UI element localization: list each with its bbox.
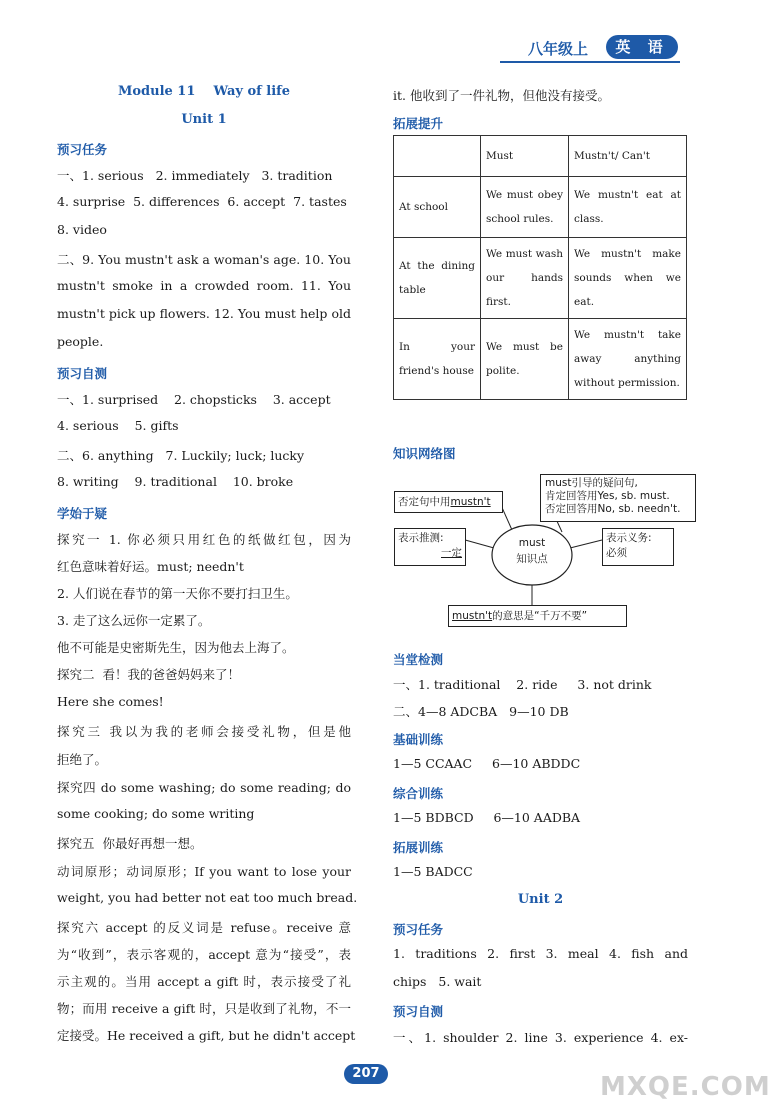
page-number: 207 (344, 1064, 388, 1084)
section-heading-preview-task-2: 预习任务 (393, 922, 444, 937)
center-node (497, 535, 567, 567)
text-line: 1—5 CCAAC 6—10 ABDDC (393, 756, 581, 771)
node-text: 表示推测: (398, 532, 444, 544)
module-title: Module 11 Way of life (117, 84, 291, 99)
text-line: 探究二 看！我的爸爸妈妈来了！ (57, 667, 240, 682)
must-mustnt-table (393, 135, 687, 400)
text-line: 探究三 我以为我的老师会接受礼物，但是他 (57, 724, 351, 739)
table-cell: At the dining table (394, 238, 481, 319)
node-mustnt-meaning (448, 605, 627, 627)
unit2-title: Unit 2 (517, 892, 564, 907)
section-heading-inquiry: 学始于疑 (57, 506, 108, 521)
text-line: 3. 走了这么远你一定累了。 (57, 613, 211, 628)
text-line: 1—5 BDBCD 6—10 AADBA (393, 810, 581, 825)
text-line: 探究五 你最好再想一想。 (57, 836, 203, 851)
header-grade: 八年级上 (528, 40, 589, 58)
section-heading-preview-task: 预习任务 (57, 142, 108, 157)
section-heading-basic-training: 基础训练 (393, 732, 444, 747)
node-obligation (602, 528, 674, 566)
header-rule (500, 61, 680, 63)
text-line: 4. serious 5. gifts (57, 418, 179, 433)
table-row (394, 177, 687, 238)
section-heading-self-test-2: 预习自测 (393, 1004, 444, 1019)
section-heading-extension-training: 拓展训练 (393, 840, 444, 855)
table-header-cell: Mustn't/ Can't (569, 136, 687, 177)
text-line: 动词原形；动词原形；If you want to lose your (57, 864, 351, 879)
node-question-answers (540, 474, 696, 522)
table-row (394, 319, 687, 400)
table-cell: We mustn't eat at class. (569, 177, 687, 238)
text-line: 拒绝了。 (57, 752, 108, 767)
table-header-cell: Must (481, 136, 569, 177)
text-line: weight, you had better not eat too much bread. (57, 890, 358, 905)
text-line: 探究六 accept 的反义词是 refuse。receive 意 (57, 920, 351, 935)
text-line: mustn't smoke in a crowded room. 11. You (57, 278, 351, 293)
node-text: 否定句中用 (398, 496, 451, 508)
table-cell: We mustn't make sounds when we eat. (569, 238, 687, 319)
text-line: 红色意味着好运。must; needn't (57, 559, 244, 574)
node-keyword: mustn't (452, 610, 493, 622)
text-line: 一、1. surprised 2. chopsticks 3. accept (57, 392, 331, 407)
table-cell: We must obey school rules. (481, 177, 569, 238)
node-text: 必须 (606, 547, 627, 559)
node-keyword: 一定 (441, 547, 462, 559)
text-line: 2. 人们说在春节的第一天你不要打扫卫生。 (57, 586, 298, 601)
unit-title: Unit 1 (181, 112, 227, 127)
text-line: Here she comes! (57, 694, 164, 709)
table-cell: In your friend's house (394, 319, 481, 400)
table-cell: We must be polite. (481, 319, 569, 400)
node-text: 的意思是“千万不要” (492, 610, 588, 622)
text-line: people. (57, 334, 104, 349)
section-heading-extension: 拓展提升 (393, 116, 444, 131)
node-text: 表示义务: (606, 532, 652, 544)
text-line: 一、1. traditional 2. ride 3. not drink (393, 677, 652, 692)
text-line: 4. surprise 5. differences 6. accept 7. tastes (57, 194, 347, 209)
text-line: 他不可能是史密斯先生，因为他去上海了。 (57, 640, 295, 655)
text-line: 探究一 1. 你必须只用红色的纸做红包，因为 (57, 532, 351, 547)
text-line: 二、6. anything 7. Luckily; luck; lucky (57, 448, 305, 463)
section-heading-class-test: 当堂检测 (393, 652, 444, 667)
section-heading-self-test: 预习自测 (57, 366, 108, 381)
node-negative-mustnt (394, 491, 503, 513)
text-line: 探究四 do some washing; do some reading; do (57, 780, 351, 795)
text-line: some cooking; do some writing (57, 806, 255, 821)
node-text: 否定回答用No, sb. needn't. (545, 503, 681, 515)
center-label-must: must (518, 537, 546, 549)
table-row (394, 136, 687, 177)
text-line: 1—5 BADCC (393, 864, 473, 879)
text-line: 为“收到”，表示客观的，accept 意为“接受”，表 (57, 947, 351, 962)
text-line: 1. traditions 2. first 3. meal 4. fish and (393, 946, 688, 961)
center-label-knowledge: 知识点 (516, 553, 548, 565)
section-heading-comprehensive-training: 综合训练 (393, 786, 444, 801)
table-cell (394, 136, 481, 177)
text-line: 一、1. shoulder 2. line 3. experience 4. ex- (393, 1030, 688, 1045)
text-line: 定接受。He received a gift, but he didn't accept (57, 1028, 356, 1043)
text-line: it. 他收到了一件礼物，但他没有接受。 (393, 88, 610, 103)
text-line: 一、1. serious 2. immediately 3. tradition (57, 168, 333, 183)
text-line: 8. video (57, 222, 107, 237)
text-line: 物；而用 receive a gift 时，只是收到了礼物，不一 (57, 1001, 351, 1016)
text-line: 8. writing 9. traditional 10. broke (57, 474, 294, 489)
table-cell: We mustn't take away anything without permission. (569, 319, 687, 400)
table-cell: We must wash our hands first. (481, 238, 569, 319)
node-text: 肯定回答用Yes, sb. must. (545, 490, 670, 502)
text-line: 示主观的。当用 accept a gift 时，表示接受了礼 (57, 974, 351, 989)
node-keyword: mustn't (450, 496, 491, 508)
text-line: 二、4—8 ADCBA 9—10 DB (393, 704, 569, 719)
table-row (394, 238, 687, 319)
text-line: mustn't pick up flowers. 12. You must help old (57, 306, 351, 321)
watermark: MXQE.COM (600, 1072, 771, 1102)
text-line: chips 5. wait (393, 974, 482, 989)
section-heading-knowledge-map: 知识网络图 (393, 446, 456, 461)
table-cell: At school (394, 177, 481, 238)
text-line: 二、9. You mustn't ask a woman's age. 10. You (57, 252, 351, 267)
node-deduction (394, 528, 466, 566)
header-subject-tab: 英 语 (606, 35, 678, 59)
node-text: must引导的疑问句, (545, 477, 638, 489)
